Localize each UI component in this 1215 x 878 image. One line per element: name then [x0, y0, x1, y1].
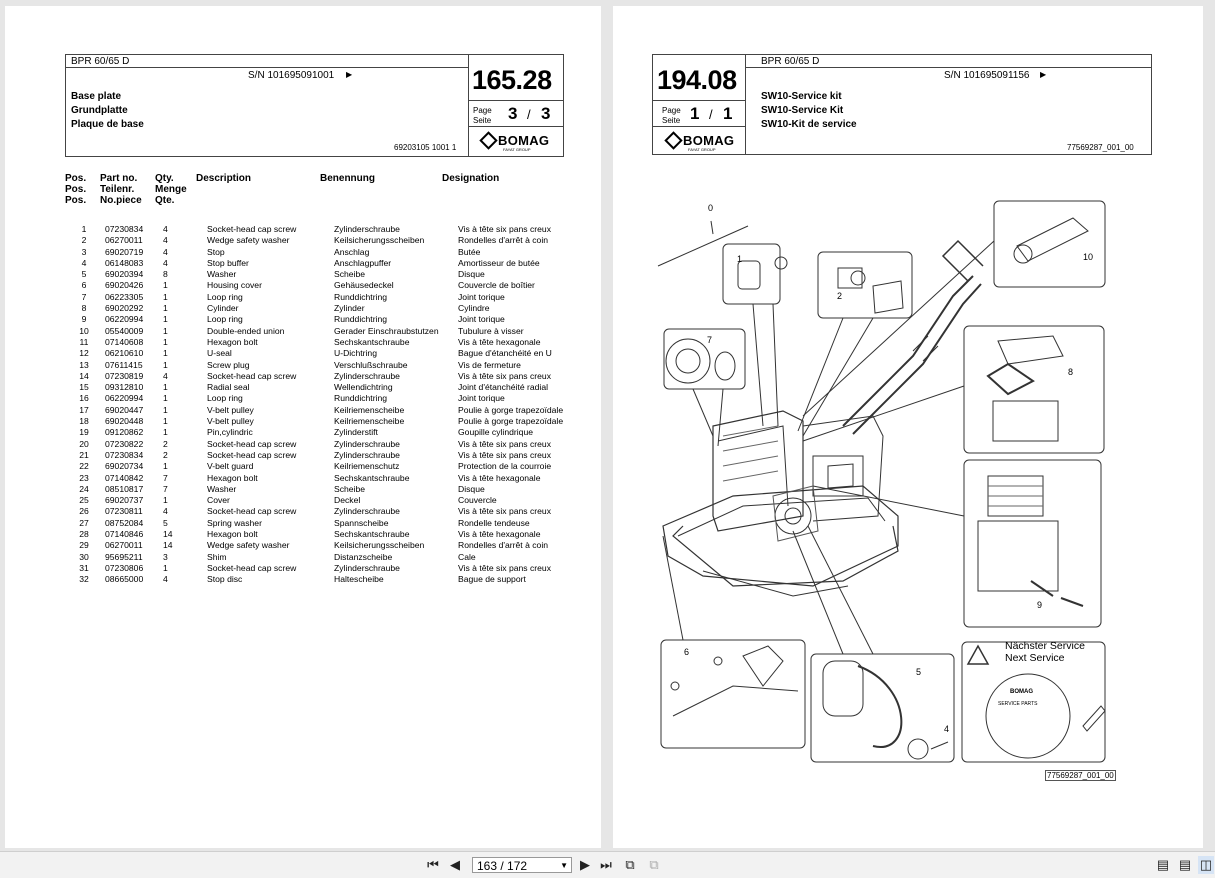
pos-cell: 32 [79, 574, 89, 585]
designation-cell: Joint torique [458, 393, 505, 404]
partno-cell: 09312810 [105, 382, 144, 393]
partno-cell: 69020292 [105, 303, 144, 314]
designation-cell: Rondelles d'arrêt à coin [458, 540, 549, 551]
left-title-en: Base plate [71, 91, 122, 102]
description-cell: Cylinder [207, 303, 239, 314]
table-row [65, 427, 578, 438]
service-next-en: Next Service [1005, 652, 1065, 664]
partno-cell: 07140846 [105, 529, 144, 540]
description-cell: Wedge safety washer [207, 235, 290, 246]
table-row [65, 326, 578, 337]
pos-cell: 12 [79, 348, 89, 359]
designation-cell: Tubulure à visser [458, 325, 524, 336]
designation-cell: Vis de fermeture [458, 359, 521, 370]
table-row [65, 450, 578, 461]
qty-cell: 1 [163, 427, 168, 438]
description-cell: Housing cover [207, 280, 262, 291]
callout-5: 5 [916, 667, 922, 677]
partno-cell: 69020448 [105, 416, 144, 427]
partno-cell: 08665000 [105, 574, 144, 585]
table-row [65, 258, 578, 269]
pos-cell: 27 [79, 517, 89, 528]
designation-cell: Protection de la courroie [458, 461, 552, 472]
pos-cell: 20 [79, 438, 89, 449]
pos-cell: 23 [79, 472, 89, 483]
right-title-de: SW10-Service Kit [761, 105, 844, 116]
qty-cell: 5 [163, 517, 168, 528]
table-row [65, 393, 578, 404]
single-page-view-icon[interactable]: ▤ [1156, 857, 1170, 872]
table-row [65, 269, 578, 280]
partno-cell: 69020734 [105, 461, 144, 472]
prev-page-icon[interactable]: ◀ [450, 857, 460, 872]
table-row [65, 382, 578, 393]
benennung-cell: Gehäusedeckel [334, 280, 394, 291]
benennung-cell: Sechskantschraube [334, 529, 410, 540]
description-cell: V-belt guard [207, 461, 254, 472]
table-row [65, 314, 578, 325]
designation-cell: Vis à tête six pans creux [458, 224, 551, 234]
partno-cell: 69020737 [105, 495, 144, 506]
partno-cell: 06270011 [105, 540, 143, 551]
pos-cell: 14 [79, 370, 89, 381]
description-cell: Shim [207, 551, 227, 562]
pos-cell: 2 [81, 235, 87, 246]
callout-8: 8 [1068, 367, 1074, 377]
benennung-cell: Verschlußschraube [334, 359, 408, 370]
table-row [65, 371, 578, 382]
right-page-label-de: Seite [662, 116, 681, 125]
qty-cell: 1 [163, 495, 168, 506]
copy-page-icon[interactable]: ⧉ [625, 857, 635, 872]
col-qty-header: Qty. Menge Qte. [155, 173, 187, 206]
right-page-total: 1 [723, 104, 733, 123]
designation-cell: Goupille cylindrique [458, 427, 533, 438]
qty-cell: 2 [163, 449, 168, 460]
pos-cell: 17 [79, 404, 89, 415]
partno-cell: 06210610 [105, 348, 144, 359]
callout-10: 10 [1083, 252, 1094, 262]
callout-4: 4 [944, 724, 950, 734]
bomag-logo: BOMAG FAYAT GROUP [667, 133, 734, 148]
right-header-box [652, 54, 1152, 155]
description-cell: Stop disc [207, 574, 243, 585]
table-row [65, 540, 578, 551]
pos-cell: 29 [79, 540, 89, 551]
description-cell: Pin,cylindric [207, 427, 253, 438]
partno-cell: 07230834 [105, 449, 144, 460]
next-page-icon[interactable]: ▶ [580, 857, 590, 872]
description-cell: Socket-head cap screw [207, 370, 297, 381]
benennung-cell: Gerader Einschraubstutzen [334, 325, 439, 336]
play-icon: ▶ [346, 70, 353, 79]
benennung-cell: Runddichtring [334, 314, 388, 325]
pos-cell: 9 [81, 314, 87, 325]
qty-cell: 7 [163, 472, 168, 483]
first-page-icon[interactable]: ⏮ [427, 857, 439, 872]
partno-cell: 08510817 [105, 483, 144, 494]
benennung-cell: Wellendichtring [334, 382, 393, 393]
pos-cell: 6 [81, 280, 87, 291]
benennung-cell: Zylinderschraube [334, 438, 400, 449]
pos-cell: 16 [79, 393, 89, 404]
qty-cell: 1 [163, 562, 168, 573]
table-row [65, 224, 578, 235]
table-row [65, 552, 578, 563]
benennung-cell: Scheibe [334, 269, 366, 280]
partno-cell: 06220994 [105, 314, 144, 325]
paste-page-icon[interactable]: ⧉ [649, 857, 659, 872]
designation-cell: Joint d'étanchéité radial [458, 382, 549, 393]
designation-cell: Vis à tête six pans creux [458, 370, 551, 381]
benennung-cell: Keilriemenscheibe [334, 416, 405, 427]
pos-cell: 25 [79, 495, 89, 506]
benennung-cell: U-Dichtring [334, 348, 377, 359]
description-cell: Socket-head cap screw [207, 506, 297, 517]
right-title-fr: SW10-Kit de service [761, 119, 857, 130]
page-number-display: 163 / 172 [477, 859, 528, 873]
designation-cell: Couvercle de boîtier [458, 280, 535, 291]
exploded-drawing [613, 186, 1203, 806]
qty-cell: 4 [163, 224, 168, 234]
designation-cell: Joint torique [458, 314, 505, 325]
designation-cell: Vis à tête six pans creux [458, 438, 551, 449]
right-doc-code: 77569287_001_00 [1067, 143, 1134, 152]
left-big-number: 165.28 [472, 65, 552, 95]
designation-cell: Vis à tête six pans creux [458, 449, 551, 460]
benennung-cell: Zylinderschraube [334, 562, 400, 573]
pos-cell: 28 [79, 529, 89, 540]
pos-cell: 26 [79, 506, 89, 517]
designation-cell: Vis à tête six pans creux [458, 506, 551, 517]
description-cell: Stop [207, 246, 225, 257]
description-cell: Radial seal [207, 382, 250, 393]
description-cell: Wedge safety washer [207, 540, 290, 551]
benennung-cell: Keilriemenscheibe [334, 404, 405, 415]
benennung-cell: Keilsicherungsscheiben [334, 540, 425, 551]
benennung-cell: Zylinderschraube [334, 370, 400, 381]
right-model: BPR 60/65 D [761, 56, 820, 67]
designation-cell: Poulie à gorge trapezoïdale [458, 416, 564, 427]
description-cell: Loop ring [207, 393, 243, 404]
description-cell: U-seal [207, 348, 232, 359]
last-page-icon[interactable]: ⏭ [600, 857, 612, 872]
pos-cell: 5 [81, 269, 87, 280]
table-row [65, 360, 578, 371]
right-serial: S/N 101695091156 [944, 70, 1030, 81]
designation-cell: Vis à tête six pans creux [458, 562, 551, 573]
table-row [65, 247, 578, 258]
pos-cell: 10 [79, 325, 89, 336]
partno-cell: 06148083 [105, 257, 144, 268]
pos-cell: 19 [79, 427, 89, 438]
pos-cell: 21 [79, 449, 89, 460]
description-cell: Hexagon bolt [207, 336, 258, 347]
table-row [65, 235, 578, 246]
left-doc-code: 69203105 1001 1 [394, 143, 457, 152]
description-cell: Hexagon bolt [207, 529, 258, 540]
designation-cell: Vis à tête hexagonale [458, 529, 541, 540]
partno-cell: 07230822 [105, 438, 144, 449]
benennung-cell: Keilsicherungsscheiben [334, 235, 425, 246]
qty-cell: 8 [163, 269, 168, 280]
designation-cell: Bague de support [458, 574, 526, 585]
designation-cell: Disque [458, 483, 485, 494]
partno-cell: 06270011 [105, 235, 143, 246]
right-title-en: SW10-Service kit [761, 91, 842, 102]
benennung-cell: Deckel [334, 495, 361, 506]
qty-cell: 1 [163, 461, 168, 472]
page-number-select[interactable] [472, 857, 572, 873]
benennung-cell: Scheibe [334, 483, 366, 494]
qty-cell: 7 [163, 483, 168, 494]
designation-cell: Poulie à gorge trapezoïdale [458, 404, 564, 415]
description-cell: Spring washer [207, 517, 262, 528]
designation-cell: Bague d'étanchéité en U [458, 348, 552, 359]
drawing-code: 77569287_001_00 [1047, 771, 1114, 780]
table-row [65, 529, 578, 540]
pos-cell: 11 [79, 336, 89, 347]
benennung-cell: Keilriemenschutz [334, 461, 400, 472]
description-cell: Double-ended union [207, 325, 285, 336]
left-page-sep: / [527, 107, 531, 122]
col-description-header: Description [196, 173, 252, 184]
pos-cell: 22 [79, 461, 89, 472]
pos-cell: 13 [79, 359, 89, 370]
parts-table [65, 224, 578, 586]
table-row [65, 484, 578, 495]
chevron-down-icon: ▼ [560, 861, 568, 870]
qty-cell: 1 [163, 359, 168, 370]
table-row [65, 303, 578, 314]
table-row [65, 337, 578, 348]
bomag-logo: BOMAG FAYAT GROUP [482, 133, 549, 148]
callout-6: 6 [684, 647, 690, 657]
benennung-cell: Anschlagpuffer [334, 257, 392, 268]
left-page-label-en: Page [473, 106, 492, 115]
designation-cell: Rondelles d'arrêt à coin [458, 235, 549, 246]
qty-cell: 1 [163, 336, 168, 347]
description-cell: Hexagon bolt [207, 472, 258, 483]
bomag-diamond-icon [479, 131, 497, 149]
bomag-diamond-icon [664, 131, 682, 149]
table-row [65, 461, 578, 472]
pos-cell: 3 [81, 246, 87, 257]
qty-cell: 1 [163, 348, 168, 359]
play-icon: ▶ [1040, 70, 1047, 79]
description-cell: Loop ring [207, 291, 243, 302]
description-cell: Stop buffer [207, 257, 249, 268]
partno-cell: 07140842 [105, 472, 144, 483]
qty-cell: 1 [163, 291, 168, 302]
two-page-view-icon[interactable]: ◫ [1199, 857, 1213, 872]
qty-cell: 4 [163, 246, 168, 257]
partno-cell: 69020447 [105, 404, 144, 415]
qty-cell: 4 [163, 574, 168, 585]
designation-cell: Vis à tête hexagonale [458, 336, 541, 347]
right-page-current: 1 [690, 104, 700, 123]
pos-cell: 4 [81, 257, 87, 268]
partno-cell: 69020719 [105, 246, 144, 257]
benennung-cell: Sechskantschraube [334, 336, 410, 347]
table-row [65, 292, 578, 303]
partno-cell: 07230819 [105, 370, 144, 381]
left-page [5, 6, 601, 848]
qty-cell: 1 [163, 314, 168, 325]
designation-cell: Amortisseur de butée [458, 257, 540, 268]
partno-cell: 07611415 [105, 359, 143, 370]
partno-cell: 07230811 [105, 506, 143, 517]
designation-cell: Cylindre [458, 303, 490, 314]
pos-cell: 24 [79, 483, 89, 494]
designation-cell: Joint torique [458, 291, 505, 302]
callout-1: 1 [737, 254, 743, 264]
benennung-cell: Zylinderschraube [334, 449, 400, 460]
qty-cell: 1 [163, 280, 168, 291]
partno-cell: 05540009 [105, 325, 144, 336]
description-cell: Cover [207, 495, 230, 506]
table-row [65, 405, 578, 416]
qty-cell: 4 [163, 257, 168, 268]
designation-cell: Couvercle [458, 495, 497, 506]
table-row [65, 518, 578, 529]
qty-cell: 14 [163, 540, 173, 551]
callout-7: 7 [707, 335, 713, 345]
left-serial: S/N 101695091001 [248, 70, 335, 81]
left-title-fr: Plaque de base [71, 119, 144, 130]
description-cell: Socket-head cap screw [207, 449, 297, 460]
callout-0: 0 [708, 203, 714, 213]
benennung-cell: Anschlag [334, 246, 370, 257]
benennung-cell: Zylinderschraube [334, 506, 400, 517]
qty-cell: 1 [163, 416, 168, 427]
continuous-view-icon[interactable]: ▤ [1178, 857, 1192, 872]
pos-cell: 7 [81, 291, 87, 302]
partno-cell: 07230834 [105, 224, 144, 234]
description-cell: Socket-head cap screw [207, 562, 297, 573]
description-cell: V-belt pulley [207, 404, 254, 415]
benennung-cell: Runddichtring [334, 393, 388, 404]
partno-cell: 69020394 [105, 269, 144, 280]
qty-cell: 4 [163, 370, 168, 381]
benennung-cell: Distanzscheibe [334, 551, 393, 562]
partno-cell: 95695211 [105, 551, 143, 562]
table-row [65, 348, 578, 359]
col-designation-header: Designation [442, 173, 500, 184]
left-model: BPR 60/65 D [71, 56, 130, 67]
right-page [613, 6, 1203, 848]
table-row [65, 416, 578, 427]
qty-cell: 1 [163, 325, 168, 336]
callout-9: 9 [1037, 600, 1043, 610]
designation-cell: Rondelle tendeuse [458, 517, 530, 528]
partno-cell: 08752084 [105, 517, 144, 528]
designation-cell: Disque [458, 269, 485, 280]
table-row [65, 506, 578, 517]
partno-cell: 06220994 [105, 393, 144, 404]
benennung-cell: Zylinderschraube [334, 224, 400, 234]
qty-cell: 1 [163, 303, 168, 314]
qty-cell: 1 [163, 404, 168, 415]
partno-cell: 69020426 [105, 280, 144, 291]
benennung-cell: Zylinderstift [334, 427, 378, 438]
pos-cell: 1 [81, 224, 87, 234]
right-page-label-en: Page [662, 106, 681, 115]
benennung-cell: Sechskantschraube [334, 472, 410, 483]
benennung-cell: Runddichtring [334, 291, 388, 302]
pos-cell: 8 [81, 303, 87, 314]
table-row [65, 439, 578, 450]
description-cell: Washer [207, 269, 237, 280]
table-row [65, 495, 578, 506]
right-big-number: 194.08 [657, 65, 737, 95]
partno-cell: 09120862 [105, 427, 144, 438]
designation-cell: Vis à tête hexagonale [458, 472, 541, 483]
description-cell: Loop ring [207, 314, 243, 325]
service-next-de: Nächster Service [1005, 640, 1085, 652]
table-row [65, 574, 578, 585]
benennung-cell: Haltescheibe [334, 574, 384, 585]
partno-cell: 07140608 [105, 336, 144, 347]
right-page-sep: / [709, 107, 713, 122]
qty-cell: 3 [163, 551, 168, 562]
qty-cell: 14 [163, 529, 173, 540]
table-row [65, 473, 578, 484]
qty-cell: 4 [163, 235, 168, 246]
col-benennung-header: Benennung [320, 173, 375, 184]
table-row [65, 280, 578, 291]
description-cell: V-belt pulley [207, 416, 254, 427]
benennung-cell: Zylinder [334, 303, 365, 314]
description-cell: Socket-head cap screw [207, 438, 297, 449]
partno-cell: 07230806 [105, 562, 144, 573]
qty-cell: 1 [163, 382, 168, 393]
left-page-total: 3 [541, 104, 551, 123]
pos-cell: 15 [79, 382, 89, 393]
col-pos-header: Pos. Pos. Pos. [65, 173, 87, 206]
benennung-cell: Spannscheibe [334, 517, 389, 528]
description-cell: Socket-head cap screw [207, 224, 297, 234]
service-caption: SERVICE PARTS [998, 701, 1038, 707]
pdf-toolbar [0, 851, 1215, 878]
qty-cell: 4 [163, 506, 168, 517]
pos-cell: 30 [79, 551, 89, 562]
service-brand: BOMAG [1010, 689, 1033, 695]
designation-cell: Butée [458, 246, 481, 257]
table-row [65, 563, 578, 574]
pos-cell: 18 [79, 416, 89, 427]
left-page-current: 3 [508, 104, 518, 123]
left-header-box [65, 54, 564, 157]
qty-cell: 1 [163, 393, 168, 404]
left-title-de: Grundplatte [71, 105, 128, 116]
left-page-label-de: Seite [473, 116, 492, 125]
callout-2: 2 [837, 291, 843, 301]
designation-cell: Cale [458, 551, 476, 562]
partno-cell: 06223305 [105, 291, 144, 302]
description-cell: Washer [207, 483, 237, 494]
pos-cell: 31 [79, 562, 89, 573]
col-partno-header: Part no. Teilenr. No.piece [100, 173, 142, 206]
qty-cell: 2 [163, 438, 168, 449]
description-cell: Screw plug [207, 359, 250, 370]
